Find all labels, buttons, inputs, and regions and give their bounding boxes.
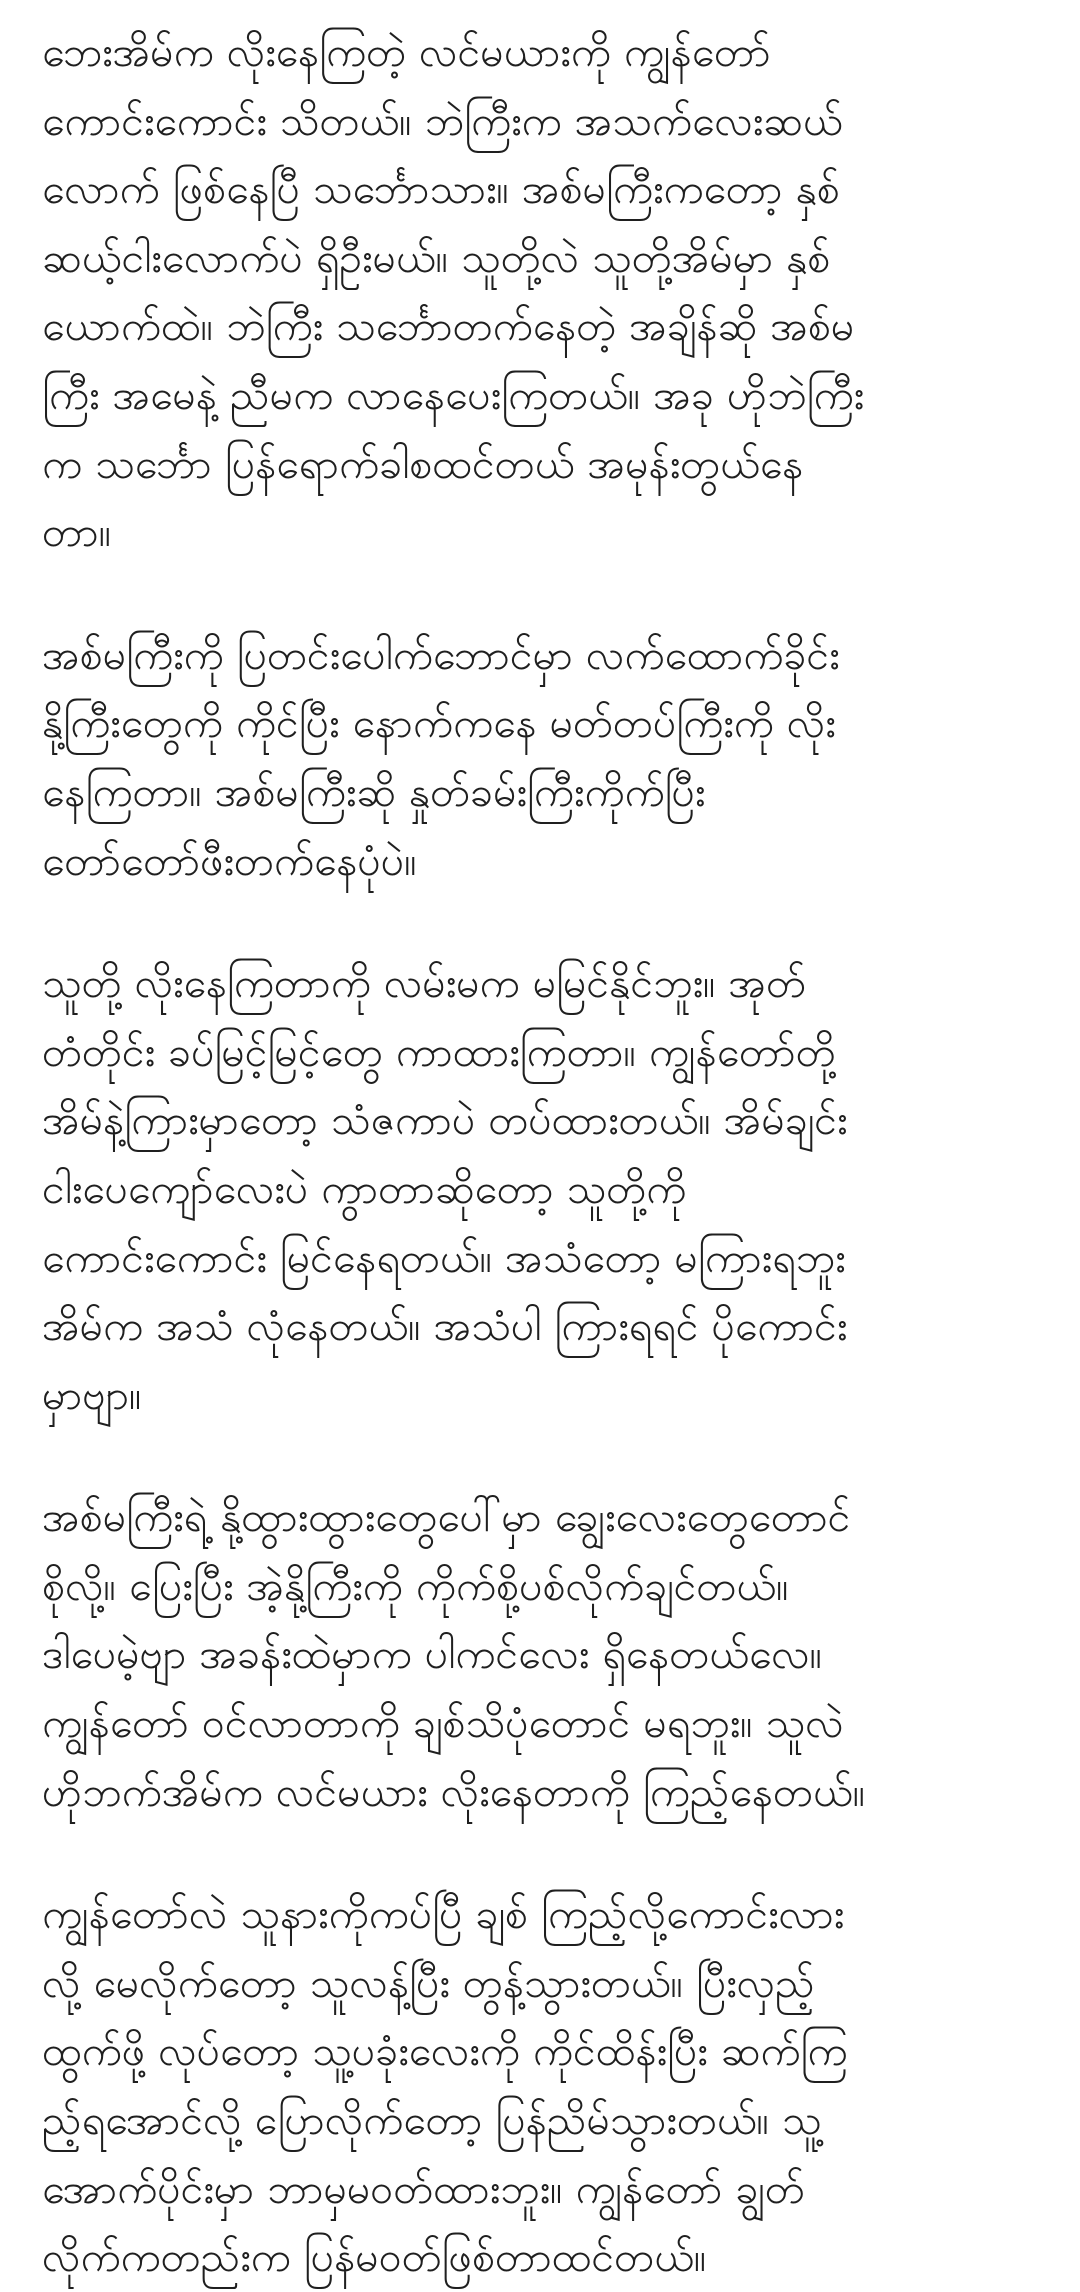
paragraph-line: ယောက်ထဲ။ ဘဲကြီး သင်္ဘောတက်နေတဲ့ အချိန်ဆို အစ်မ bbox=[42, 302, 855, 351]
paragraph-line: သူတို့ လိုးနေကြတာကို လမ်းမက မမြင်နိုင်ဘူး။ အုတ် bbox=[42, 959, 806, 1008]
paragraph-line: တော်တော်ဖီးတက်နေပုံပဲ။ bbox=[42, 836, 417, 885]
paragraph-line: ဘေးအိမ်က လိုးနေကြတဲ့ လင်မယားကို ကျွန်တော် bbox=[42, 28, 771, 76]
paragraph-1 bbox=[42, 18, 1046, 567]
paragraph-line: တာ။ bbox=[42, 508, 112, 557]
paragraph-line: ကောင်းကောင်း သိတယ်။ ဘဲကြီးက အသက်လေးဆယ် bbox=[42, 96, 843, 145]
paragraph-line: ထွက်ဖို့ လုပ်တော့ သူ့ပခုံးလေးကို ကိုင်ထိန်းပြီး ဆက်ကြ bbox=[42, 2027, 848, 2076]
paragraph-line: အစ်မကြီးရဲ့ နို့ထွားထွားတွေပေါ်မှာ ချွေးလေးတွေတောင် bbox=[42, 1493, 851, 1542]
paragraph-line: အိမ်က အသံ လုံနေတယ်။ အသံပါ ကြားရရင် ပိုကောင်း bbox=[42, 1302, 848, 1351]
paragraph-line: လို့ မေလိုက်တော့ သူလန့်ပြီး တွန့်သွားတယ်။ ပြီးလှည့် bbox=[42, 1958, 815, 2007]
paragraph-line: တံတိုင်း ခပ်မြင့်မြင့်တွေ ကာထားကြတာ။ ကျွန်တော်တို့ bbox=[42, 1027, 836, 1076]
paragraph-line: နေကြတာ။ အစ်မကြီးဆို နှုတ်ခမ်းကြီးကိုက်ပြီး bbox=[42, 767, 706, 816]
paragraph-line: အိမ်နဲ့ကြားမှာတော့ သံဇကာပဲ တပ်ထားတယ်။ အိမ်ချင်း bbox=[42, 1096, 848, 1145]
paragraph-5 bbox=[42, 1880, 1046, 2292]
paragraph-line: နို့ကြီးတွေကို ကိုင်ပြီး နောက်ကနေ မတ်တပ်ကြီးကို လိုး bbox=[42, 699, 836, 748]
paragraph-spacer bbox=[42, 1429, 1046, 1483]
paragraph-3 bbox=[42, 949, 1046, 1429]
paragraph-line: ဟိုဘက်အိမ်က လင်မယား လိုးနေတာကို ကြည့်နေတယ်။ bbox=[42, 1767, 866, 1816]
paragraph-line: ည့်ရအောင်လို့ ပြောလိုက်တော့ ပြန်ညိမ်သွားတယ်။ သူ့ bbox=[42, 2096, 822, 2145]
paragraph-line: ဆယ့်ငါးလောက်ပဲ ရှိဦးမယ်။ သူတို့လဲ သူတို့အိမ်မှာ နှစ် bbox=[42, 233, 831, 282]
paragraph-line: ကျွန်တော် ဝင်လာတာကို ချစ်သိပုံတောင် မရဘူး။ သူလဲ bbox=[42, 1699, 844, 1748]
paragraph-line: မှာဗျာ။ bbox=[42, 1370, 142, 1419]
paragraph-line: ဒါပေမဲ့ဗျာ အခန်းထဲမှာက ပါကင်လေး ရှိနေတယ်လေ။ bbox=[42, 1630, 823, 1679]
paragraph-line: ကောင်းကောင်း မြင်နေရတယ်။ အသံတော့ မကြားရဘူး bbox=[42, 1233, 846, 1282]
paragraph-line: အောက်ပိုင်းမှာ ဘာမှမဝတ်ထားဘူး။ ကျွန်တော် ချွတ် bbox=[42, 2164, 805, 2213]
paragraph-line: က သင်္ဘော ပြန်ရောက်ခါစထင်တယ် အမုန်းတွယ်နေ bbox=[42, 439, 804, 488]
paragraph-line: စိုလို့။ ပြေးပြီး အဲ့နို့ကြီးကို ကိုက်စို့ပစ်လိုက်ချင်တယ်။ bbox=[42, 1561, 789, 1610]
paragraph-2 bbox=[42, 621, 1046, 895]
paragraph-spacer bbox=[42, 895, 1046, 949]
paragraph-spacer bbox=[42, 1826, 1046, 1880]
paragraph-line: ကျွန်တော်လဲ သူနားကိုကပ်ပြီ ချစ် ကြည့်လို့ကောင်းလား bbox=[42, 1890, 845, 1939]
paragraph-line: ကြီး အမေနဲ့ ညီမက လာနေပေးကြတယ်။ အခု ဟိုဘဲကြီး bbox=[42, 370, 864, 419]
paragraph-line: ငါးပေကျော်လေးပဲ ကွာတာဆိုတော့ သူတို့ကို bbox=[42, 1164, 687, 1213]
paragraph-line: လောက် ဖြစ်နေပြီ သင်္ဘောသား။ အစ်မကြီးကတော့ နှစ် bbox=[42, 165, 840, 214]
paragraph-4 bbox=[42, 1483, 1046, 1826]
paragraph-line: လိုက်ကတည်းက ပြန်မဝတ်ဖြစ်တာထင်တယ်။ bbox=[42, 2233, 707, 2282]
paragraph-spacer bbox=[42, 567, 1046, 621]
paragraph-line: အစ်မကြီးကို ပြတင်းပေါက်ဘောင်မှာ လက်ထောက်ခိုင်း bbox=[42, 630, 840, 679]
